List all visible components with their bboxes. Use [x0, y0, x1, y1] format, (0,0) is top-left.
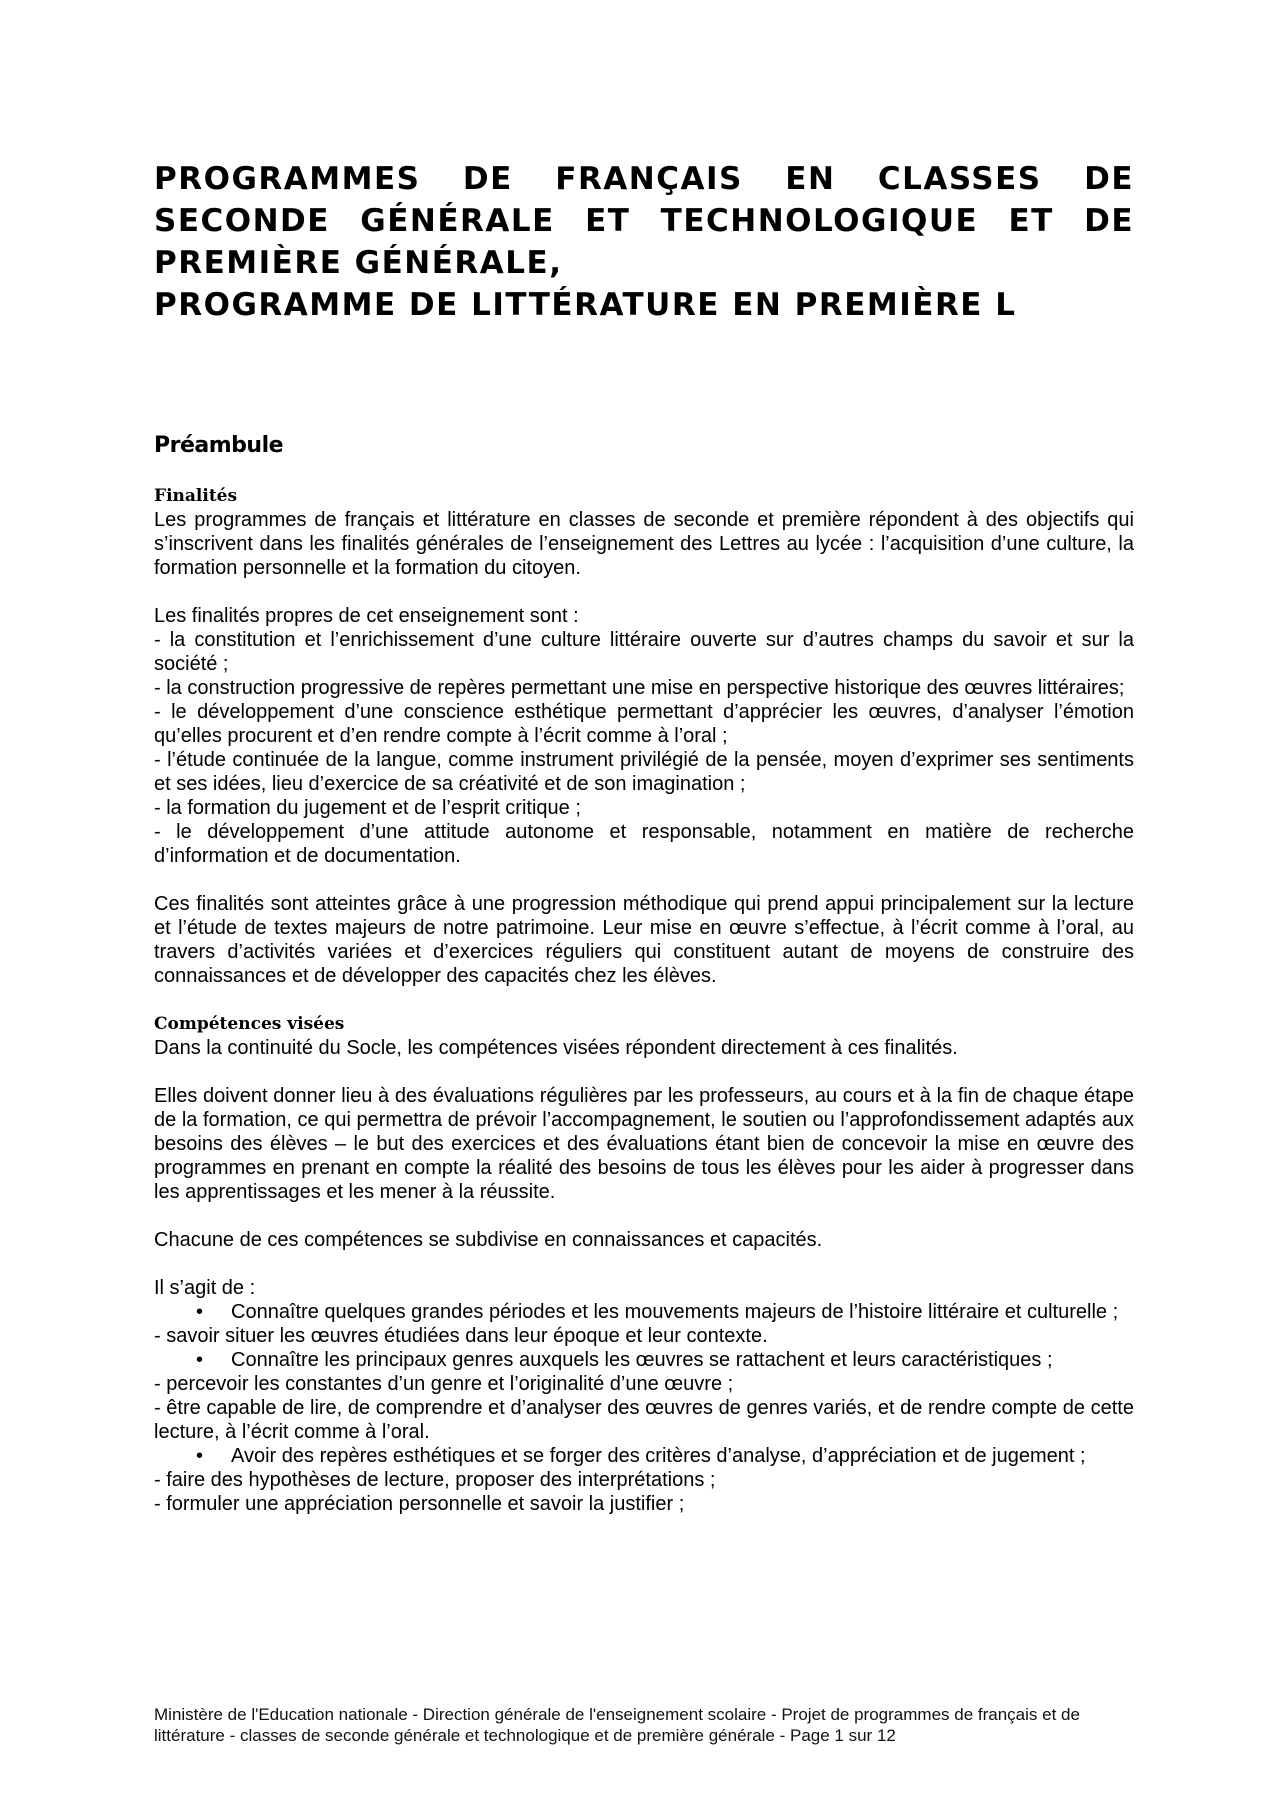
footer-line-1: Ministère de l'Education nationale - Direction générale de l'enseignement scolaire - Projet de programmes de français et de	[154, 1705, 1080, 1724]
footer-line-2: littérature - classes de seconde générale et technologique et de première générale - Page 1 sur 12	[154, 1726, 896, 1745]
bullet-icon: •	[196, 1349, 204, 1371]
sub-item: - être capable de lire, de comprendre et d’analyser des œuvres de genres variés, et de rendre compte de cette lecture, à l’écrit comme à l’oral.	[154, 1397, 1134, 1443]
sub-item: - savoir situer les œuvres étudiées dans leur époque et leur contexte.	[154, 1325, 768, 1347]
document-title	[154, 158, 1134, 326]
page-footer	[154, 1704, 1134, 1746]
finalites-item: - le développement d’une attitude autonome et responsable, notamment en matière de recherche d’information et de documentation.	[154, 821, 1134, 867]
competences-paragraph: Chacune de ces compétences se subdivise en connaissances et capacités.	[154, 1229, 823, 1251]
competences-heading: Compétences visées	[154, 1014, 345, 1034]
competences-list-intro: Il s’agit de :	[154, 1277, 256, 1299]
bullet-icon: •	[196, 1301, 204, 1323]
competences-paragraph: Dans la continuité du Socle, les compétences visées répondent directement à ces finalités.	[154, 1037, 958, 1059]
bullet-text: Avoir des repères esthétiques et se forger des critères d’analyse, d’appréciation et de jugement ;	[231, 1445, 1086, 1467]
bullet-item	[154, 1444, 1134, 1468]
section-heading: Préambule	[154, 433, 284, 458]
finalites-list-intro: Les finalités propres de cet enseignement sont :	[154, 605, 579, 627]
finalites-intro: Les programmes de français et littérature en classes de seconde et première répondent à des objectifs qui s’inscrivent dans les finalités générales de l’enseignement des Lettres au lycée : l’acquisition d’une culture, la formation personnelle et la formation du citoyen.	[154, 509, 1134, 579]
title-line-2: PROGRAMME DE LITTÉRATURE EN PREMIÈRE L	[154, 287, 1017, 323]
bullet-item	[154, 1348, 1134, 1372]
bullet-item	[154, 1300, 1134, 1324]
finalites-item: - la formation du jugement et de l’esprit critique ;	[154, 797, 581, 819]
finalites-item: - la construction progressive de repères permettant une mise en perspective historique des œuvres littéraires;	[154, 677, 1125, 699]
bullet-text: Connaître quelques grandes périodes et les mouvements majeurs de l’histoire littéraire et culturelle ;	[231, 1301, 1119, 1323]
finalites-heading: Finalités	[154, 486, 238, 506]
title-line-1: PROGRAMMES DE FRANÇAIS EN CLASSES DE SECONDE GÉNÉRALE ET TECHNOLOGIQUE ET DE PREMIÈRE GÉNÉRALE,	[154, 161, 1134, 281]
finalites-item: - l’étude continuée de la langue, comme instrument privilégié de la pensée, moyen d’exprimer ses sentiments et ses idées, lieu d’exercice de sa créativité et de son imagination ;	[154, 749, 1134, 795]
finalites-item: - le développement d’une conscience esthétique permettant d’apprécier les œuvres, d’analyser l’émotion qu’elles procurent et d’en rendre compte à l’écrit comme à l’oral ;	[154, 701, 1134, 747]
competences-paragraph: Elles doivent donner lieu à des évaluations régulières par les professeurs, au cours et à la fin de chaque étape de la formation, ce qui permettra de prévoir l’accompagnement, le soutien ou l’approfondissement adaptés aux besoins des élèves – le but des exercices et des évaluations étant bien de concevoir la mise en œuvre des programmes en prenant en compte la réalité des besoins de tous les élèves pour les aider à progresser dans les apprentissages et les mener à la réussite.	[154, 1085, 1134, 1203]
sub-item: - faire des hypothèses de lecture, proposer des interprétations ;	[154, 1469, 716, 1491]
finalites-item: - la constitution et l’enrichissement d’une culture littéraire ouverte sur d’autres champs du savoir et sur la société ;	[154, 629, 1134, 675]
sub-item: - percevoir les constantes d’un genre et l’originalité d’une œuvre ;	[154, 1373, 734, 1395]
finalites-conclusion: Ces finalités sont atteintes grâce à une progression méthodique qui prend appui principalement sur la lecture et l’étude de textes majeurs de notre patrimoine. Leur mise en œuvre s’effectue, à l’écrit comme à l’oral, au travers d’activités variées et d’exercices réguliers qui constituent autant de moyens de construire des connaissances et de développer des capacités chez les élèves.	[154, 893, 1134, 987]
bullet-text: Connaître les principaux genres auxquels les œuvres se rattachent et leurs caractéristiques ;	[231, 1349, 1053, 1371]
sub-item: - formuler une appréciation personnelle et savoir la justifier ;	[154, 1493, 685, 1515]
document-body	[154, 432, 1134, 1516]
bullet-icon: •	[196, 1445, 204, 1467]
